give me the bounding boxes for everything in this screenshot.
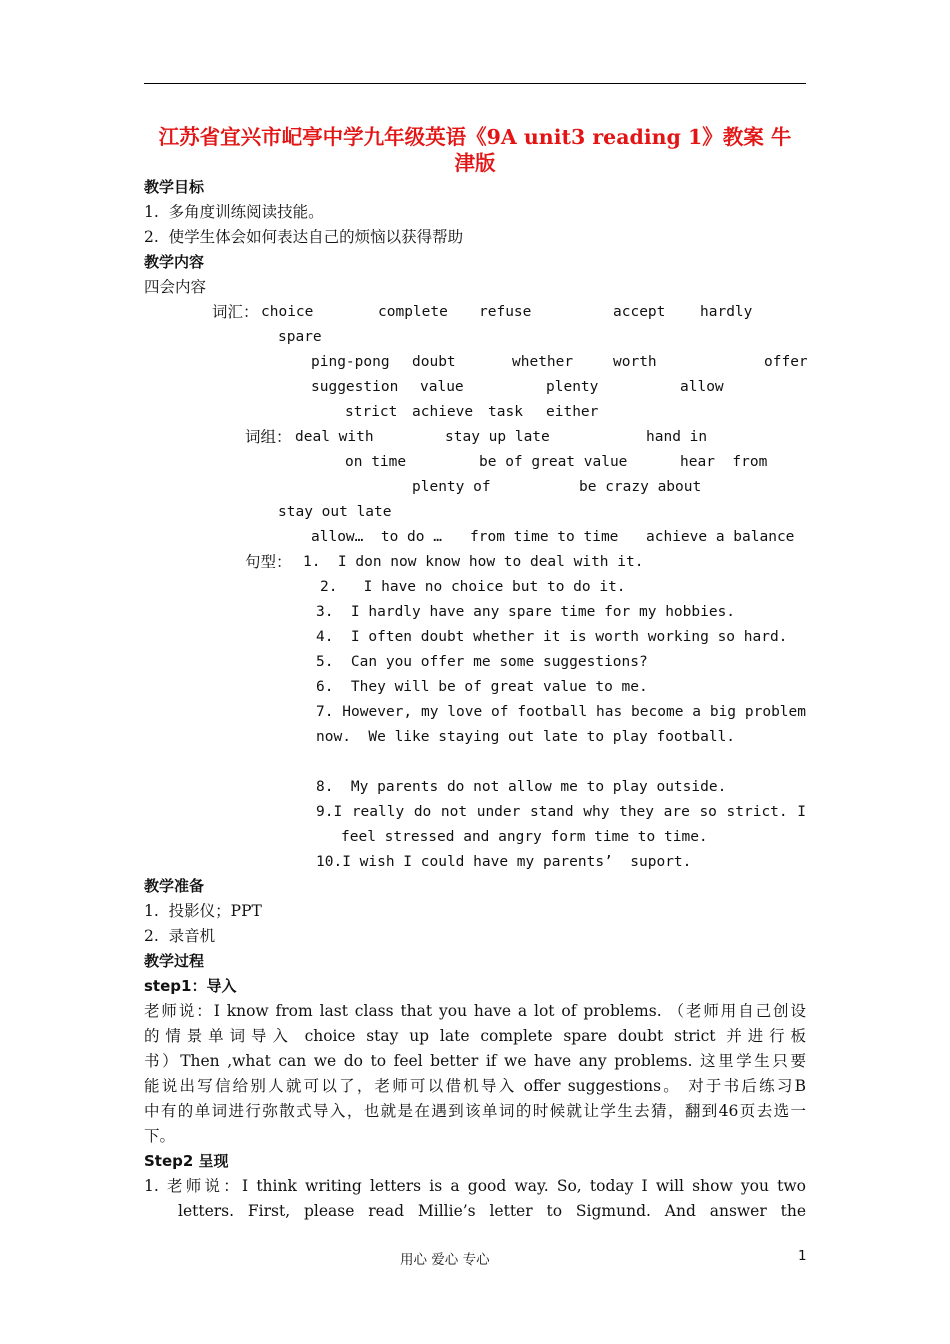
- paragraph-line: 老师说：I know from last class that you have a lot of problems. （老师用自己创设: [144, 1002, 806, 1020]
- phrase-label: 词组：: [245, 428, 292, 446]
- vocab-word: allow: [680, 379, 724, 395]
- objectives-heading: 教学目标: [144, 178, 205, 196]
- sentence-item: 10.I wish I could have my parents’ suport.: [316, 854, 692, 870]
- paragraph-line: 中有的单词进行弥散式导入，也就是在遇到该单词的时候就让学生去猜，翻到46页去选一: [144, 1102, 806, 1120]
- sentence-item: 9.I really do not under stand why they are so strict. I: [316, 804, 806, 820]
- objective-item: 1. 多角度训练阅读技能。: [144, 203, 324, 221]
- paragraph-line: 的情景单词导入 choice stay up late complete spare doubt strict 并进行板: [144, 1027, 806, 1045]
- paragraph-line: 1. 老师说：I think writing letters is a good way. So, today I will show you two: [144, 1177, 806, 1195]
- phrase-item: deal with: [295, 429, 374, 445]
- step2-heading: Step2 呈现: [144, 1152, 229, 1170]
- content-subheading: 四会内容: [144, 278, 207, 296]
- sentence-item: 8. My parents do not allow me to play outside.: [316, 779, 727, 795]
- preparation-heading: 教学准备: [144, 877, 205, 895]
- vocab-word: ping-pong: [311, 354, 390, 370]
- phrase-item: plenty of: [412, 479, 491, 495]
- vocab-word: achieve: [412, 404, 474, 420]
- phrase-item: be of great value: [479, 454, 628, 470]
- vocab-word: plenty: [546, 379, 599, 395]
- title-line-1: 江苏省宜兴市屺亭中学九年级英语《9A unit3 reading 1》教案 牛: [158, 125, 792, 149]
- sentence-item: 6. They will be of great value to me.: [316, 679, 648, 695]
- phrase-item: from time to time: [470, 529, 619, 545]
- vocab-word: strict: [345, 404, 398, 420]
- footer-motto: 用心 爱心 专心: [400, 1252, 490, 1268]
- step1-heading: step1：导入: [144, 977, 237, 995]
- preparation-item: 1. 投影仪；PPT: [144, 902, 262, 920]
- preparation-item: 2. 录音机: [144, 927, 216, 945]
- phrase-item: stay out late: [278, 504, 392, 520]
- paragraph-line: letters. First, please read Millie’s letter to Sigmund. And answer the: [178, 1202, 806, 1220]
- phrase-item: stay up late: [445, 429, 550, 445]
- sentence-item: 3. I hardly have any spare time for my hobbies.: [316, 604, 736, 620]
- vocab-word: accept: [613, 304, 666, 320]
- process-heading: 教学过程: [144, 952, 205, 970]
- sentence-item-continued: now. We like staying out late to play football.: [316, 729, 736, 745]
- phrase-item: achieve a balance: [646, 529, 795, 545]
- phrase-item: on time: [345, 454, 407, 470]
- phrase-item: hear from: [680, 454, 768, 470]
- vocab-word: suggestion: [311, 379, 399, 395]
- document-title: [144, 124, 806, 176]
- paragraph-line: 书）Then ,what can we do to feel better if we have any problems. 这里学生只要: [144, 1052, 806, 1070]
- vocab-word: worth: [613, 354, 657, 370]
- phrase-item: allow… to do …: [311, 529, 442, 545]
- paragraph-line: 下。: [144, 1127, 176, 1145]
- sentence-item: 4. I often doubt whether it is worth working so hard.: [316, 629, 788, 645]
- sentence-item-continued: feel stressed and angry form time to time.: [341, 829, 708, 845]
- sentence-label: 句型：: [245, 553, 292, 571]
- sentence-item: 1. I don now know how to deal with it.: [303, 554, 644, 570]
- phrase-item: hand in: [646, 429, 708, 445]
- vocab-word: task: [488, 404, 523, 420]
- vocab-word: complete: [378, 304, 448, 320]
- vocab-word: choice: [261, 304, 314, 320]
- page-number: 1: [798, 1248, 807, 1264]
- title-line-2: 津版: [454, 151, 496, 175]
- vocab-word: hardly: [700, 304, 753, 320]
- header-rule: [144, 83, 806, 84]
- vocab-word: whether: [512, 354, 574, 370]
- vocab-word: refuse: [479, 304, 532, 320]
- objective-item: 2. 使学生体会如何表达自己的烦恼以获得帮助: [144, 228, 464, 246]
- paragraph-line: 能说出写信给别人就可以了，老师可以借机导入 offer suggestions。 对于书后练习B: [144, 1077, 806, 1095]
- sentence-item: 7. However, my love of football has become a big problem: [316, 704, 806, 720]
- vocab-label: 词汇：: [212, 303, 259, 321]
- sentence-item: 5. Can you offer me some suggestions?: [316, 654, 648, 670]
- vocab-word: offer: [764, 354, 808, 370]
- vocab-word: doubt: [412, 354, 456, 370]
- vocab-word: either: [546, 404, 599, 420]
- vocab-word: value: [420, 379, 464, 395]
- content-heading: 教学内容: [144, 253, 205, 271]
- vocab-word: spare: [278, 329, 322, 345]
- sentence-item: 2. I have no choice but to do it.: [320, 579, 626, 595]
- phrase-item: be crazy about: [579, 479, 702, 495]
